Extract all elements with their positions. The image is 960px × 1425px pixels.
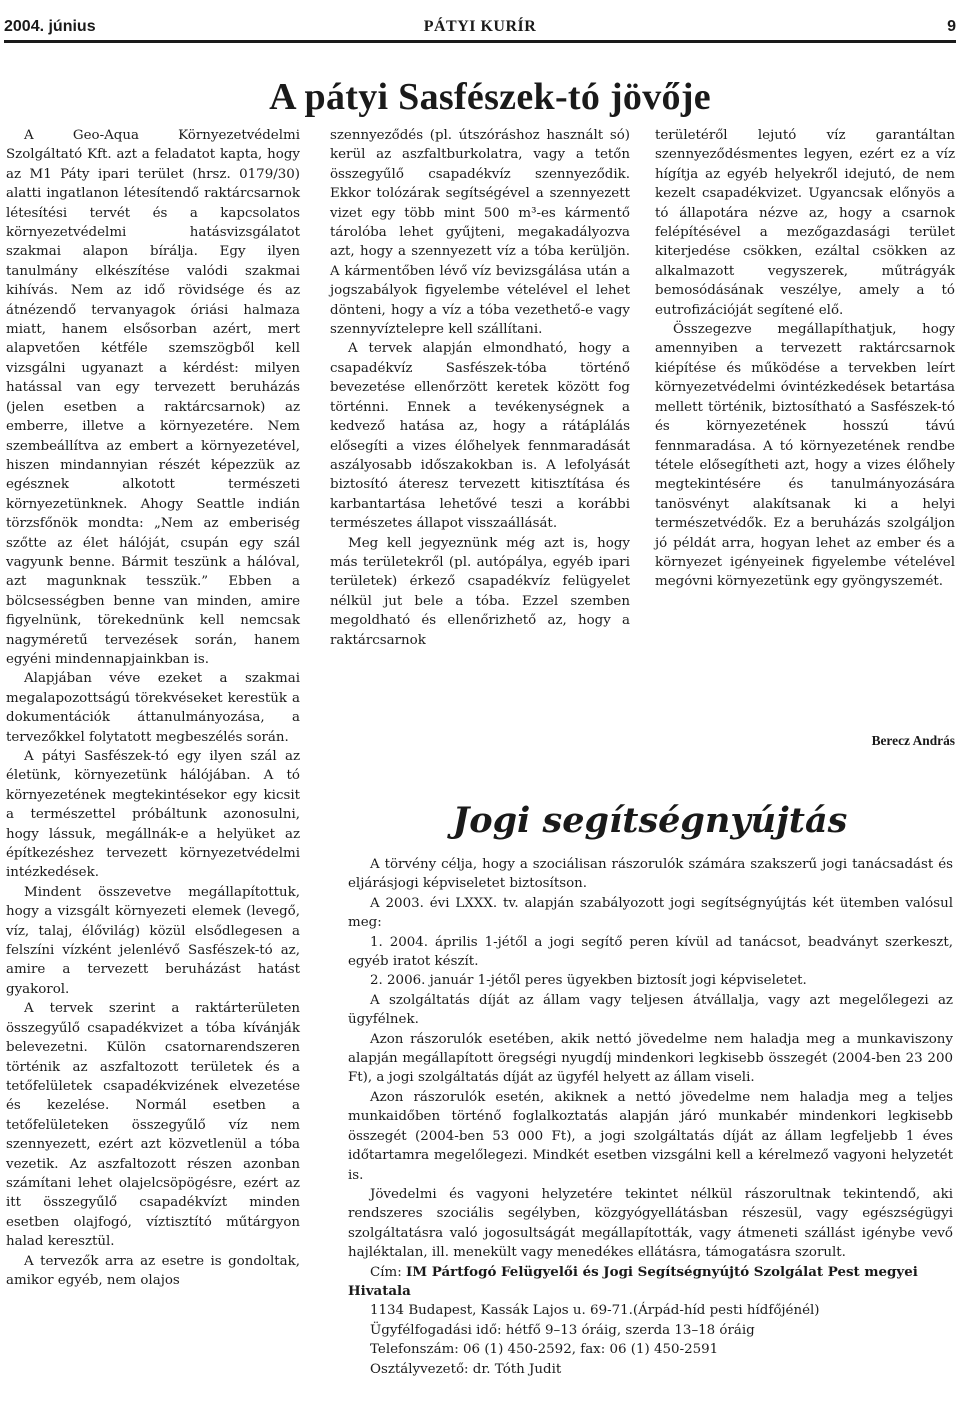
paragraph: A pátyi Sasfészek-tó egy ilyen szál az életünk, környezetünk hálójában. A tó környezetének megtekintésekor egy kicsit a természettel próbáltunk azonosulni, hogy lássuk, megállnák-e a helyüket az építkezéshez tervezett környezetvédelmi intézkedések. bbox=[6, 749, 300, 881]
paragraph: A szolgáltatás díját az állam vagy teljesen átvállalja, vagy azt megelőlegezi az ügyfélnek. bbox=[348, 992, 953, 1028]
article-column-1 bbox=[6, 126, 300, 1290]
paragraph: Alapjában véve ezeket a szakmai megalapozottságú törekvéseket kerestük a dokumentációk áttanulmányozása, a tervezőkkel folytatott megbeszélés során. bbox=[6, 671, 300, 745]
paragraph: A 2003. évi LXXX. tv. alapján szabályozott jogi segítségnyújtás két ütemben valósul meg: bbox=[348, 895, 953, 931]
address-line bbox=[348, 1263, 953, 1302]
paragraph: A tervek alapján elmondható, hogy a csapadékvíz Sasfészek-tóba történő bevezetése ellenőrzött keretek között fog történni. Ennek a tevékenységnek a kedvező hatása az, hogy a rátáplálás elősegíti a vizes élőhelyek fennmaradását aszályosabb időszakokban is. A lefolyását biztosító áteresz tervezett kitisztítása és karbantartása lehetővé teszi a korábbi természetes állapot visszaállását. bbox=[330, 341, 630, 532]
paragraph: Azon rászorulók esetében, akik nettó jövedelme nem haladja meg a munkaviszony alapján megállapított öregségi nyugdíj mindenkori legkisebb összegét (2004-ben 23 200 Ft), a jogi szolgáltatás díját az ügyfél helyett az állam viseli. bbox=[348, 1031, 953, 1086]
paragraph: Azon rászorulók esetén, akiknek a nettó jövedelme nem haladja meg a teljes munkaidőben történő foglalkoztatás alapján járó munkabér mindenkori legkisebb összegét (2004-ben 53 000 Ft), a jogi szolgáltatás díját az állam legfeljebb 1 éves időtartamra megelőlegezi. Mindkét esetben vizsgálni kell a kérelmező vagyoni helyzetét is. bbox=[348, 1089, 953, 1183]
paragraph: szennyeződés (pl. útszóráshoz használt só) kerül az aszfaltburkolatra, vagy a tetőn összegyűlő csapadékvíz szennyeződik. Ekkor tolózárak segítségével a szennyezett vizet egy több mint 500 m³-es kármentő tárolóba lehet gyűjteni, megakadályozva azt, hogy a szennyezett víz a tóba kerüljön. A kármentőben lévő víz bevizsgálása után a jogszabályok figyelembe vételével el lehet dönteni, hogy a víz a tóba vezethető-e vagy szennyvíztelepre kell szállítani. bbox=[330, 128, 630, 338]
paragraph: A törvény célja, hogy a szociálisan rászorulók számára szakszerű jogi tanácsadást és eljárásjogi képviseletet biztosítson. bbox=[348, 857, 953, 892]
department-head: Osztályvezető: dr. Tóth Judit bbox=[370, 1361, 562, 1377]
paragraph: Összegezve megállapíthatjuk, hogy amennyiben a tervezett raktárcsarnok kiépítése és működése a tervekben leírt környezetvédelmi óvintézkedések betartása mellett történik, biztosítható a Sasfészek-tó és környezetének hosszú távú fennmaradása. A tó környezetének rendbe tétele elősegítheti azt, hogy a vizes élőhely megtekintésére és tanulmányozására tanösvényt alakítsanak ki a helyi természetvédők. Ez a beruházás szolgáljon jó példát arra, hogyan lehet az ember és a környezet igényeinek figyelembe vételével megóvni környezetünk egy gyöngyszemét. bbox=[655, 322, 955, 590]
paragraph: A tervezők arra az esetre is gondoltak, amikor egyéb, nem olajos bbox=[6, 1253, 300, 1288]
paragraph: Jövedelmi és vagyoni helyzetére tekintet nélkül rászorultnak tekintendő, aki rendszeres szociális segélyben, közgyógyellátásban részesül, vagy egészségügyi szolgáltatásra való jogosultságát megállapították, vagy átmeneti szállást igénybe vevő hajléktalan, ill. menekült vagy menedékes ellátásra, támogatásra szorult. bbox=[348, 1186, 953, 1261]
article-column-2 bbox=[330, 126, 630, 650]
newspaper-name: PÁTYI KURÍR bbox=[423, 18, 537, 35]
issue-date: 2004. június bbox=[4, 18, 96, 35]
article-column-3 bbox=[655, 126, 955, 592]
paragraph: Meg kell jegyeznünk még azt is, hogy más területekről (pl. autópálya, egyéb ipari területek) érkező csapadékvíz felügyelet nélkül jut bele a tóba. Ezzel szemben megoldható és ellenőrizhető az, hogy a raktárcsarnok bbox=[330, 535, 630, 648]
article-author: Berecz András bbox=[871, 733, 955, 748]
legal-aid-article bbox=[348, 855, 953, 1379]
paragraph: 1. 2004. április 1-jétől a jogi segítő peren kívül ad tanácsot, beadványt szerkeszt, egyéb iratot készít. bbox=[348, 934, 953, 970]
address-label: Cím: bbox=[370, 1264, 402, 1280]
paragraph: területéről lejutó víz garantáltan szennyeződésmentes legyen, ezért ez a víz hígítja az egyéb helyekről idejutó, de nem kezelt csapadékvizet. Ugyancsak előnyös a tó állapotára nézve az, hogy a csarnok felépítésével a mezőgazdasági terület kiterjedése csökken, ezáltal csökken az alkalmazott vegyszerek, műtrágyák bemosódásának veszélye, amely a tó eutrofizációját segítené elő. bbox=[655, 128, 955, 318]
article-title: A pátyi Sasfészek-tó jövője bbox=[269, 76, 711, 118]
header-rule bbox=[4, 40, 956, 43]
phone-line: Telefonszám: 06 (1) 450-2592, fax: 06 (1) 450-2591 bbox=[370, 1342, 719, 1358]
address-street: 1134 Budapest, Kassák Lajos u. 69-71.(Árpád-híd pesti hídfőjénél) bbox=[370, 1303, 820, 1319]
paragraph: 2. 2006. január 1-jétől peres ügyekben biztosít jogi képviseletet. bbox=[370, 973, 807, 989]
address-org: IM Pártfogó Felügyelői és Jogi Segítségnyújtó Szolgálat Pest megyei Hivatala bbox=[348, 1263, 918, 1299]
page-number: 9 bbox=[947, 18, 956, 35]
office-hours: Ügyfélfogadási idő: hétfő 9–13 óráig, szerda 13–18 óráig bbox=[370, 1322, 755, 1338]
paragraph: A Geo-Aqua Környezetvédelmi Szolgáltató Kft. azt a feladatot kapta, hogy az M1 Páty ipari terület (hrsz. 0179/30) alatti ingatlanon létesítendő raktárcsarnok létesítési tervét és a kapcsolatos környezetvédelmi hatásvizsgálatot szakmai alapon bírálja. Egy ilyen tanulmány elkészítése valódi szakmai kihívás. Nem az idő rövidsége és az átnézendő tervanyagok óriási halmaza miatt, hanem elsősorban azért, mert alapvetően kétféle szemszögből kell vizsgálni ugyanazt a kérdést: milyen hatással van egy tervezett beruházás (jelen esetben a raktárcsarnok) az emberre, illetve a környezetére. Nem szembeállítva az embert a környezetével, hiszen mindannyian részét képezzük az egésznek alkotott természeti környezetünknek. Ahogy Seattle indián törzsfőnök mondta: „Nem az emberiség szőtte az élet hálóját, csupán egy szál vagyunk benne. Bármit teszünk a hálóval, azt magunknak tesszük.” Ebben a bölcsességben benne van minden, amire figyelnünk, törekednünk kell nemcsak nagyméretű tervezések során, hanem egyéni mindennapjainkban is. bbox=[6, 128, 300, 667]
legal-aid-title: Jogi segítségnyújtás bbox=[452, 800, 848, 841]
paragraph: Mindent összevetve megállapítottuk, hogy a vizsgált környezeti elemek (levegő, víz, talaj, élővilág) közül elsődlegesen a felszíni vízként jelenlévő Sasfészek-tó az, amire a tervezett beruházást hatást gyakorol. bbox=[6, 884, 300, 997]
paragraph: A tervek szerint a raktárterületen összegyűlő csapadékvizet a tóba kívánják belevezetni. Külön csatornarendszeren történik az aszfaltozott területek és a tetőfelületek csapadékvizének elvezetése és kezelése. Normál esetben a tetőfelületeken összegyűlő víz nem szennyezett, ezért azt közvetlenül a tóba vezetik. Az aszfaltozott részen azonban számítani lehet olajelcsöpögésre, ezért az itt összegyűlő csapadékvízt minden esetben olajfogó, víztisztító műtárgyon halad keresztül. bbox=[6, 1001, 300, 1250]
